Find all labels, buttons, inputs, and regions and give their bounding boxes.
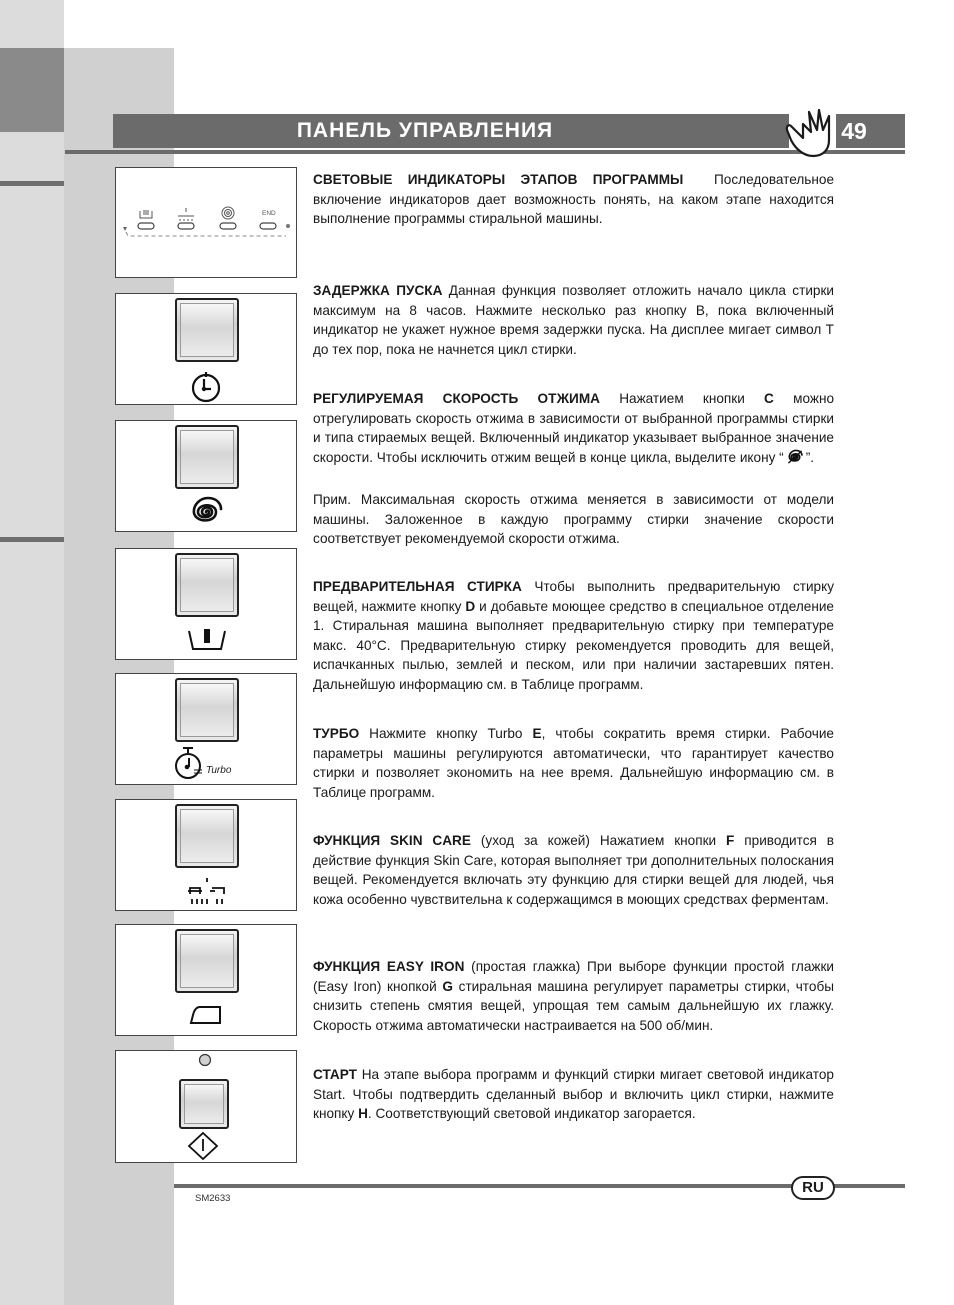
section-text: приводится в действие функция Skin Care, которая выполняет три дополнительных полоскания вещей. Рекомендуется включать эту функцию для стирки вещей для людей, чья кожа особенно чувствительна к содержащимся в моющих средствах ферментам. (313, 833, 835, 907)
section-skin-care (313, 831, 834, 909)
section-spin (313, 389, 834, 467)
section-note: Прим. Максимальная скорость отжима меняется в зависимости от модели машины. Заложенное в каждую программу стирки значение скорости соответствует рекомендуемой скорости отжима. (313, 492, 834, 546)
stage-indicator-rinse (178, 223, 194, 229)
section-turbo (313, 724, 834, 802)
section-text: стиральная машина регулирует параметры стирки, чтобы снизить степень смятия вещей, упрощая тем самым дальнейшую их глажку. Скорость отжима автоматически настраивается на 500 об/мин. (313, 978, 834, 1033)
document-code: SM2633 (195, 1193, 231, 1204)
clock-icon (189, 371, 223, 403)
section-text: ”. (805, 449, 814, 465)
section-key: F (726, 833, 735, 848)
section-text: . Соответствующий световой индикатор загорается. (367, 1106, 696, 1121)
section-text: можно отрегулировать скорость отжима в зависимости от выбранной программы стирки и типа стираемых вещей. Включенный индикатор указывает выбранное значение скорости. Чтобы исключить отжим вещей в конце цикла, выделите икону “ (313, 391, 835, 465)
section-start (313, 1065, 834, 1124)
section-title: РЕГУЛИРУЕМАЯ СКОРОСТЬ ОТЖИМА (313, 391, 600, 406)
delay-start-button[interactable] (175, 298, 239, 362)
section-title: ФУНКЦИЯ SKIN CARE (313, 833, 471, 848)
skin-care-button[interactable] (175, 804, 239, 868)
indicators-panel (115, 167, 297, 278)
section-text: (уход за кожей) Нажатием кнопки (480, 833, 717, 848)
section-spin-note (313, 490, 834, 549)
hand-icon (783, 104, 841, 160)
section-text: (простая глажка) При выборе функции простой глажки (Easy Iron) кнопкой (313, 959, 835, 994)
indicator-strip (116, 198, 296, 278)
section-easy-iron (313, 957, 834, 1035)
section-key: C (764, 391, 774, 406)
end-label: END (262, 210, 276, 217)
turbo-panel (115, 673, 297, 785)
left-divider-1 (0, 181, 64, 186)
prewash-panel (115, 548, 297, 660)
left-tab-marker (0, 48, 64, 132)
easy-iron-button[interactable] (175, 929, 239, 993)
spin-spiral-icon (188, 495, 224, 529)
section-text: На этапе выбора программ и функций стирки мигает световой индикатор Start. Чтобы подтвердить сделанный выбор и включить цикл стирки, нажмите кнопку (313, 1067, 834, 1121)
turbo-button[interactable] (175, 678, 239, 742)
section-indicators (313, 170, 834, 229)
section-key: D (465, 598, 476, 614)
section-title: ФУНКЦИЯ EASY IRON (313, 959, 465, 974)
spin-speed-button[interactable] (175, 425, 239, 489)
left-divider-2 (0, 537, 64, 542)
stage-indicator-wash (138, 223, 154, 229)
section-title: ТУРБО (313, 726, 360, 741)
page-title: ПАНЕЛЬ УПРАВЛЕНИЯ (296, 119, 554, 142)
turbo-stopwatch-icon (172, 745, 206, 781)
section-text: и добавьте моющее средство в специальное отделение 1. Стиральная машина выполняет предварительную стирку при температуре макс. 40°С. Предварительную стирку рекомендуется проводить для вещей, испачканных пылью, землей и песком, или при наличии застаревших пятен. Дальнейшую информацию см. в Таблице программ. (313, 598, 834, 692)
delay-start-panel (115, 293, 297, 405)
section-title: СВЕТОВЫЕ ИНДИКАТОРЫ ЭТАПОВ ПРОГРАММЫ (313, 172, 684, 187)
section-key: H (358, 1106, 368, 1121)
skin-care-panel (115, 799, 297, 911)
stage-indicator-spin (220, 223, 236, 229)
spin-exclude-icon (786, 449, 804, 465)
skin-care-rinse-icon (184, 876, 230, 908)
section-title: СТАРТ (313, 1067, 357, 1082)
left-margin-strip (0, 0, 64, 1305)
stage-indicator-end (260, 223, 276, 229)
section-text: Данная функция позволяет отложить начало цикла стирки максимум на 8 часов. Нажмите несколько раз кнопку B, пока включенный индикатор не укажет нужное время задержки пуска. На дисплее мигает символ T до тех пор, пока не начнется цикл стирки. (313, 283, 835, 357)
section-text: , чтобы сократить время стирки. Рабочие параметры машины регулируются автоматически, что гарантирует качество стирки и позволяет экономить на нее время. Дальнейшую информацию см. в Таблице программ. (313, 726, 834, 800)
section-title: ПРЕДВАРИТЕЛЬНАЯ СТИРКА (313, 579, 522, 594)
iron-icon (186, 1001, 228, 1031)
section-text: Последовательное включение индикаторов дает возможность понять, на каком этапе находится выполнение программы стиральной машины. (313, 172, 834, 226)
section-text: Нажатием кнопки (619, 391, 745, 406)
section-delay-start (313, 281, 834, 359)
spin-panel (115, 420, 297, 532)
language-badge: RU (791, 1176, 835, 1200)
header-underline (65, 150, 905, 154)
start-panel (115, 1050, 297, 1163)
start-diamond-icon (187, 1131, 219, 1161)
prewash-tub-icon (186, 625, 228, 655)
page-number: 49 (841, 118, 867, 144)
section-key: E (532, 726, 542, 741)
turbo-label: Turbo (206, 765, 232, 776)
start-indicator-led (198, 1053, 212, 1067)
section-title: ЗАДЕРЖКА ПУСКА (313, 283, 443, 298)
section-prewash (313, 577, 834, 694)
section-text: Чтобы выполнить предварительную стирку вещей, нажмите кнопку (313, 579, 835, 614)
section-text: Нажмите кнопку Turbo (369, 726, 523, 741)
prewash-button[interactable] (175, 553, 239, 617)
section-key: G (442, 978, 453, 994)
start-button[interactable] (179, 1079, 229, 1129)
easy-iron-panel (115, 924, 297, 1036)
